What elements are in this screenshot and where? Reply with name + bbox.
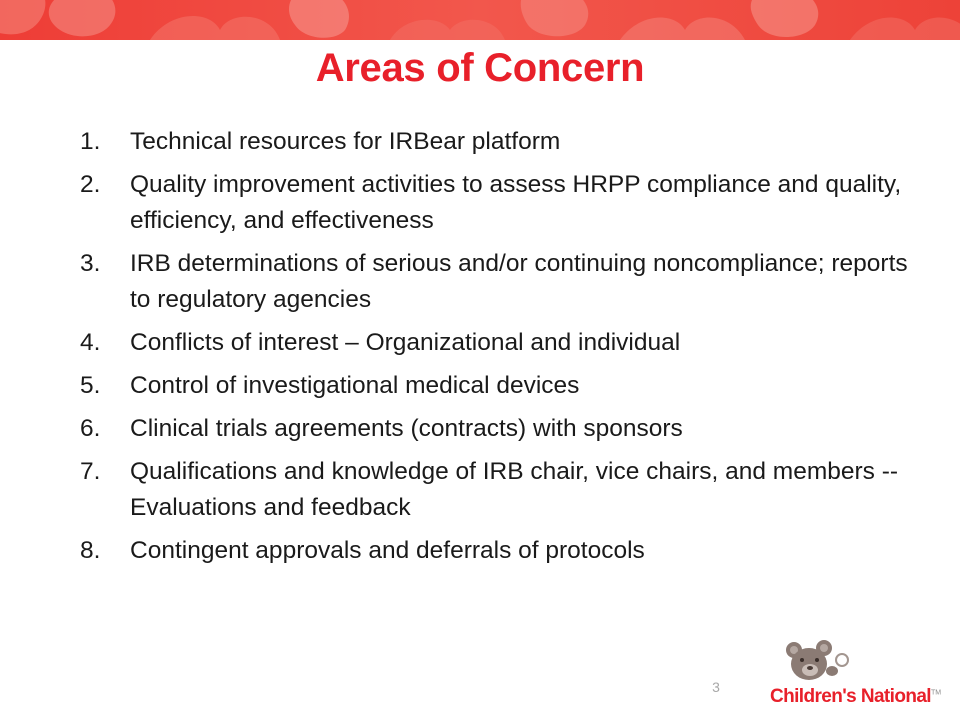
- trademark-mark: TM: [930, 689, 942, 697]
- logo-text: [770, 686, 941, 708]
- list-item-number: 1.: [80, 128, 101, 155]
- list-item: [80, 167, 910, 239]
- list-item: [80, 325, 910, 361]
- list-item-number: 4.: [80, 329, 101, 356]
- list-item: [80, 411, 910, 447]
- list-item-text: Qualifications and knowledge of IRB chair, vice chairs, and members -- Evaluations and feedback: [130, 458, 899, 521]
- teddy-bear-icon: [780, 638, 870, 688]
- list-item-number: 2.: [80, 171, 101, 198]
- list-item: [80, 454, 910, 526]
- slide-title: Areas of Concern: [315, 46, 645, 90]
- list-item-text: Clinical trials agreements (contracts) with sponsors: [130, 415, 683, 442]
- logo-wordmark: Children's National: [770, 686, 931, 707]
- page-number: 3: [712, 679, 720, 695]
- list-item: [80, 246, 910, 318]
- list-item-text: IRB determinations of serious and/or continuing noncompliance; reports to regulatory agencies: [130, 250, 908, 313]
- list-item-number: 5.: [80, 372, 101, 399]
- list-item-text: Control of investigational medical devices: [130, 372, 580, 399]
- decorative-hearts-banner: [0, 0, 960, 40]
- childrens-national-logo: [770, 638, 940, 710]
- concerns-list: [80, 124, 910, 576]
- list-item-number: 7.: [80, 458, 101, 485]
- list-item-text: Quality improvement activities to assess HRPP compliance and quality, efficiency, and effectiveness: [130, 171, 902, 234]
- list-item-text: Technical resources for IRBear platform: [130, 128, 561, 155]
- list-item: [80, 533, 910, 569]
- list-item-text: Contingent approvals and deferrals of protocols: [130, 537, 645, 564]
- list-item-number: 6.: [80, 415, 101, 442]
- list-item: [80, 368, 910, 404]
- list-item-number: 8.: [80, 537, 101, 564]
- list-item: [80, 124, 910, 160]
- list-item-text: Conflicts of interest – Organizational and individual: [130, 329, 681, 356]
- list-item-number: 3.: [80, 250, 101, 277]
